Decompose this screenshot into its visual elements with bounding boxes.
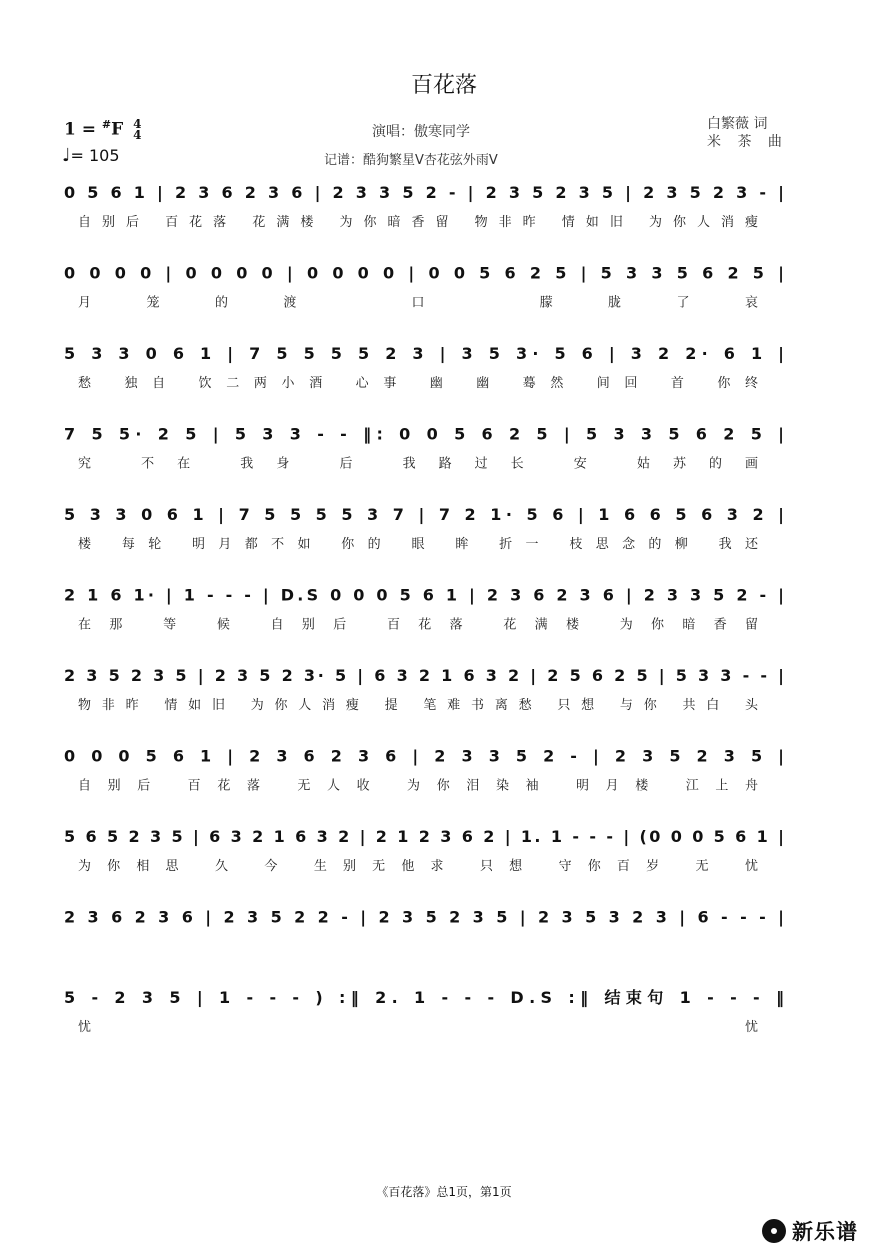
lyrics-line: 楼 每轮 明月都不如 你的 眼 眸 折一 枝思念的柳 我还 <box>78 537 759 552</box>
lyrics-line: 月笼的渡 口 朦胧了哀 <box>78 295 759 311</box>
score-line <box>64 505 784 552</box>
logo-text: 新乐谱 <box>792 1220 858 1244</box>
score-line <box>64 586 784 633</box>
notes-line: 2 3 6 2 3 6 | 2 3 5 2 2 - | 2 3 5 2 3 5 | 2 3 5 3 2 3 | 6 - - - | <box>64 907 784 927</box>
lyrics-line: 究 不在 我身 后 我路过长 安 姑苏的画 <box>78 456 758 472</box>
score-line <box>64 344 784 391</box>
score-line <box>64 827 784 874</box>
composer-credit: 米 茶 曲 <box>707 134 788 150</box>
page-footer: 《百花落》总1页，第1页 <box>376 1185 512 1199</box>
score-line <box>64 747 784 794</box>
notes-line: 0 0 0 0 | 0 0 0 0 | 0 0 0 0 | 0 0 5 6 2 5 | 5 3 3 5 6 2 5 | <box>64 263 785 283</box>
notes-line: 5 3 3 0 6 1 | 7 5 5 5 5 2 3 | 3 5 3· 5 6 | 3 2 2· 6 1 | <box>64 344 785 363</box>
site-logo <box>762 1216 858 1246</box>
lyrics-line: 为你相思 久 今 生别无他求 只想 守你百岁 无 忧 <box>78 859 758 874</box>
notes-line: 5 3 3 0 6 1 | 7 5 5 5 5 3 7 | 7 2 1· 5 6 | 1 6 6 5 6 3 2 | <box>64 505 784 524</box>
lyrics-line: 自别后 百花落 无人收 为你泪染袖 明月楼 江上舟 <box>78 778 759 794</box>
notes-line: 0 0 0 5 6 1 | 2 3 6 2 3 6 | 2 3 3 5 2 - | 2 3 5 2 3 5 | <box>64 746 785 766</box>
notes-line: 2 3 5 2 3 5 | 2 3 5 2 3· 5 | 6 3 2 1 6 3 2 | 2 5 6 2 5 | 5 3 3 - - | <box>64 666 785 685</box>
key-signature: 1 = #F 4 4 <box>64 117 142 143</box>
score-line <box>64 183 784 230</box>
lyrics-line: 物非昨 情如旧 为你人消瘦 提 笔难书离愁 只想 与你 共白 头 <box>78 698 758 713</box>
lyrics-line: 忧 忧 <box>78 1020 758 1035</box>
transcriber-credit: 记谱：酷狗繁星V杏花弦外雨V <box>324 153 498 168</box>
lyrics-line: 在那 等 候 自别后 百花落 花满楼 为你暗香留 <box>78 617 759 633</box>
lyrics-line: 愁 独自 饮二两小酒 心事 幽 幽 蓦然 间回 首 你终 <box>78 376 759 391</box>
lyrics-line: 自别后 百花落 花满楼 为你暗香留 物非昨 情如旧 为你人消瘦 <box>78 215 758 230</box>
score-line <box>64 666 784 713</box>
notes-line: 7 5 5· 2 5 | 5 3 3 - - ‖: 0 0 5 6 2 5 | 5 3 3 5 6 2 5 | <box>64 424 784 444</box>
notes-line: 2 1 6 1· | 1 - - - | D.S 0 0 0 5 6 1 | 2 3 6 2 3 6 | 2 3 3 5 2 - | <box>64 585 785 605</box>
score-line <box>64 425 784 472</box>
disc-icon <box>762 1219 786 1243</box>
page-title: 百花落 <box>410 73 477 98</box>
notes-line: 0 5 6 1 | 2 3 6 2 3 6 | 2 3 3 5 2 - | 2 3 5 2 3 5 | 2 3 5 2 3 - | <box>64 183 784 202</box>
lyricist-credit: 白繁薇 词 <box>707 116 768 132</box>
singer-credit: 演唱：傲寒同学 <box>372 124 470 140</box>
tempo-marking: ♩= 105 <box>62 145 120 166</box>
score-line <box>64 264 784 311</box>
score-line <box>64 988 784 1035</box>
notes-line: 5 6 5 2 3 5 | 6 3 2 1 6 3 2 | 2 1 2 3 6 2 | 1. 1 - - - | (0 0 0 5 6 1 | <box>64 827 785 846</box>
notes-line: 5 - 2 3 5 | 1 - - - ) :‖ 2. 1 - - - D.S :‖ 结束句 1 - - - ‖ <box>64 988 784 1007</box>
quarter-note-icon: ♩ <box>62 145 71 166</box>
score-line <box>64 908 784 928</box>
